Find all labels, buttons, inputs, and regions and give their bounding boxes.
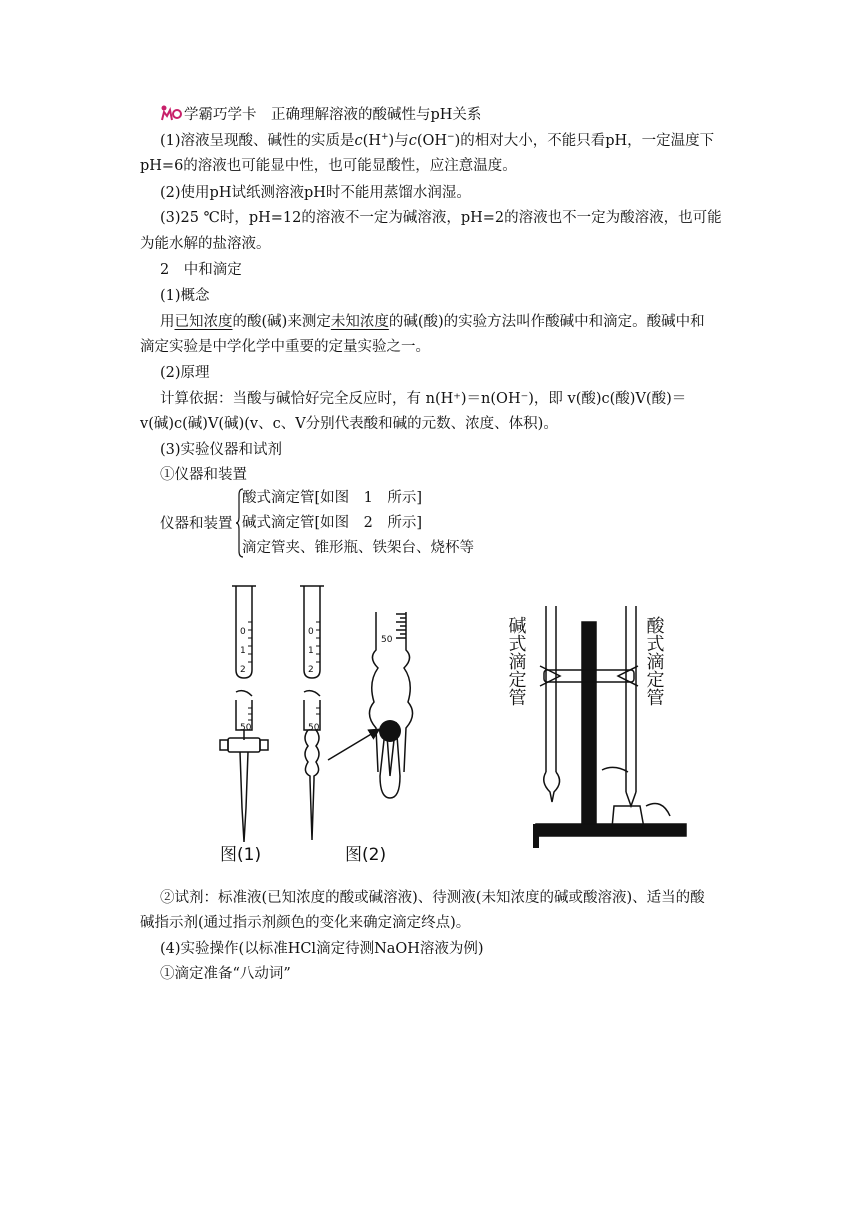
detail-tick-50: 50 [381, 635, 393, 645]
concept-line1: 用已知浓度的酸(碱)来测定未知浓度的碱(酸)的实验方法叫作酸碱中和滴定。酸碱中和 [160, 314, 705, 330]
base-tick-0: 0 [308, 627, 314, 637]
section-heading: 2 中和滴定 [160, 262, 242, 278]
burette-figure [200, 562, 692, 880]
operation-title: (4)实验操作(以标准HCl滴定待测NaOH溶液为例) [160, 941, 484, 957]
principle-title: (2)原理 [160, 365, 210, 381]
acid-tick-1: 1 [240, 646, 246, 656]
acid-burette-drawing [220, 586, 268, 842]
tip-p2: (2)使用pH试纸测溶液pH时不能用蒸馏水润湿。 [160, 185, 471, 201]
base-burette-drawing [300, 586, 324, 840]
concept-line2: 滴定实验是中学化学中重要的定量实验之一。 [140, 339, 430, 355]
tip-p3-line2: 为能水解的盐溶液。 [140, 236, 271, 252]
caption-figure-2: 图(2) [345, 845, 387, 865]
brace-label: 仪器和装置 [160, 516, 233, 532]
unknown-concentration: 未知浓度 [330, 314, 389, 330]
rubber-tube-detail [328, 612, 413, 798]
tip-badge: 学霸巧学卡 [184, 107, 257, 123]
instrument-subtitle: ①仪器和装置 [160, 467, 247, 483]
tip-heading [160, 104, 481, 125]
principle-line2: v(碱)c(碱)V(碱)(v、c、V分别代表酸和碱的元数、浓度、体积)。 [140, 416, 558, 432]
reagent-line2: 碱指示剂(通过指示剂颜色的变化来确定滴定终点)。 [140, 915, 471, 931]
reagent-line1: ②试剂：标准液(已知浓度的酸或碱溶液)、待测液(未知浓度的碱或酸溶液)、适当的酸 [160, 890, 705, 906]
brace-item-acid-burette: 酸式滴定管[如图 1 所示] [242, 490, 423, 506]
acid-tick-2: 2 [240, 665, 246, 675]
label-base-burette-1: 碱式滴定管 [505, 616, 527, 706]
tip-p1: (1)溶液呈现酸、碱性的实质是c(H+)与c(OH−)的相对大小，不能只看pH，一定温度下 [160, 132, 715, 149]
base-tick-1: 1 [308, 646, 314, 656]
base-tick-2: 2 [308, 665, 314, 675]
principle-line1: 计算依据：当酸与碱恰好完全反应时，有 n(H⁺)＝n(OH⁻)，即 v(酸)c(酸)V(酸)＝ [160, 391, 687, 407]
brace-item-base-burette: 碱式滴定管[如图 2 所示] [242, 515, 423, 531]
label-acid-burette-1: 酸式滴定管 [643, 616, 665, 706]
instrument-brace-list [140, 487, 540, 559]
instrument-title: (3)实验仪器和试剂 [160, 442, 283, 458]
tip-p1-line2: pH=6的溶液也可能显中性，也可能显酸性，应注意温度。 [140, 158, 517, 174]
tip-logo-icon [160, 104, 182, 122]
tip-title: 正确理解溶液的酸碱性与pH关系 [271, 107, 482, 123]
brace-item-other: 滴定管夹、锥形瓶、铁架台、烧杯等 [242, 540, 474, 556]
caption-figure-1: 图(1) [220, 845, 262, 865]
operation-subtitle: ①滴定准备“八动词” [160, 966, 291, 982]
glass-bead-icon [379, 720, 401, 742]
acid-tick-0: 0 [240, 627, 246, 637]
tip-p3-line1: (3)25 ℃时，pH=12的溶液不一定为碱溶液，pH=2的溶液也不一定为酸溶液，也可能 [160, 210, 722, 226]
concept-title: (1)概念 [160, 288, 210, 304]
base-tick-50: 50 [308, 723, 320, 733]
acid-tick-50: 50 [240, 723, 252, 733]
known-concentration: 已知浓度 [174, 314, 233, 330]
